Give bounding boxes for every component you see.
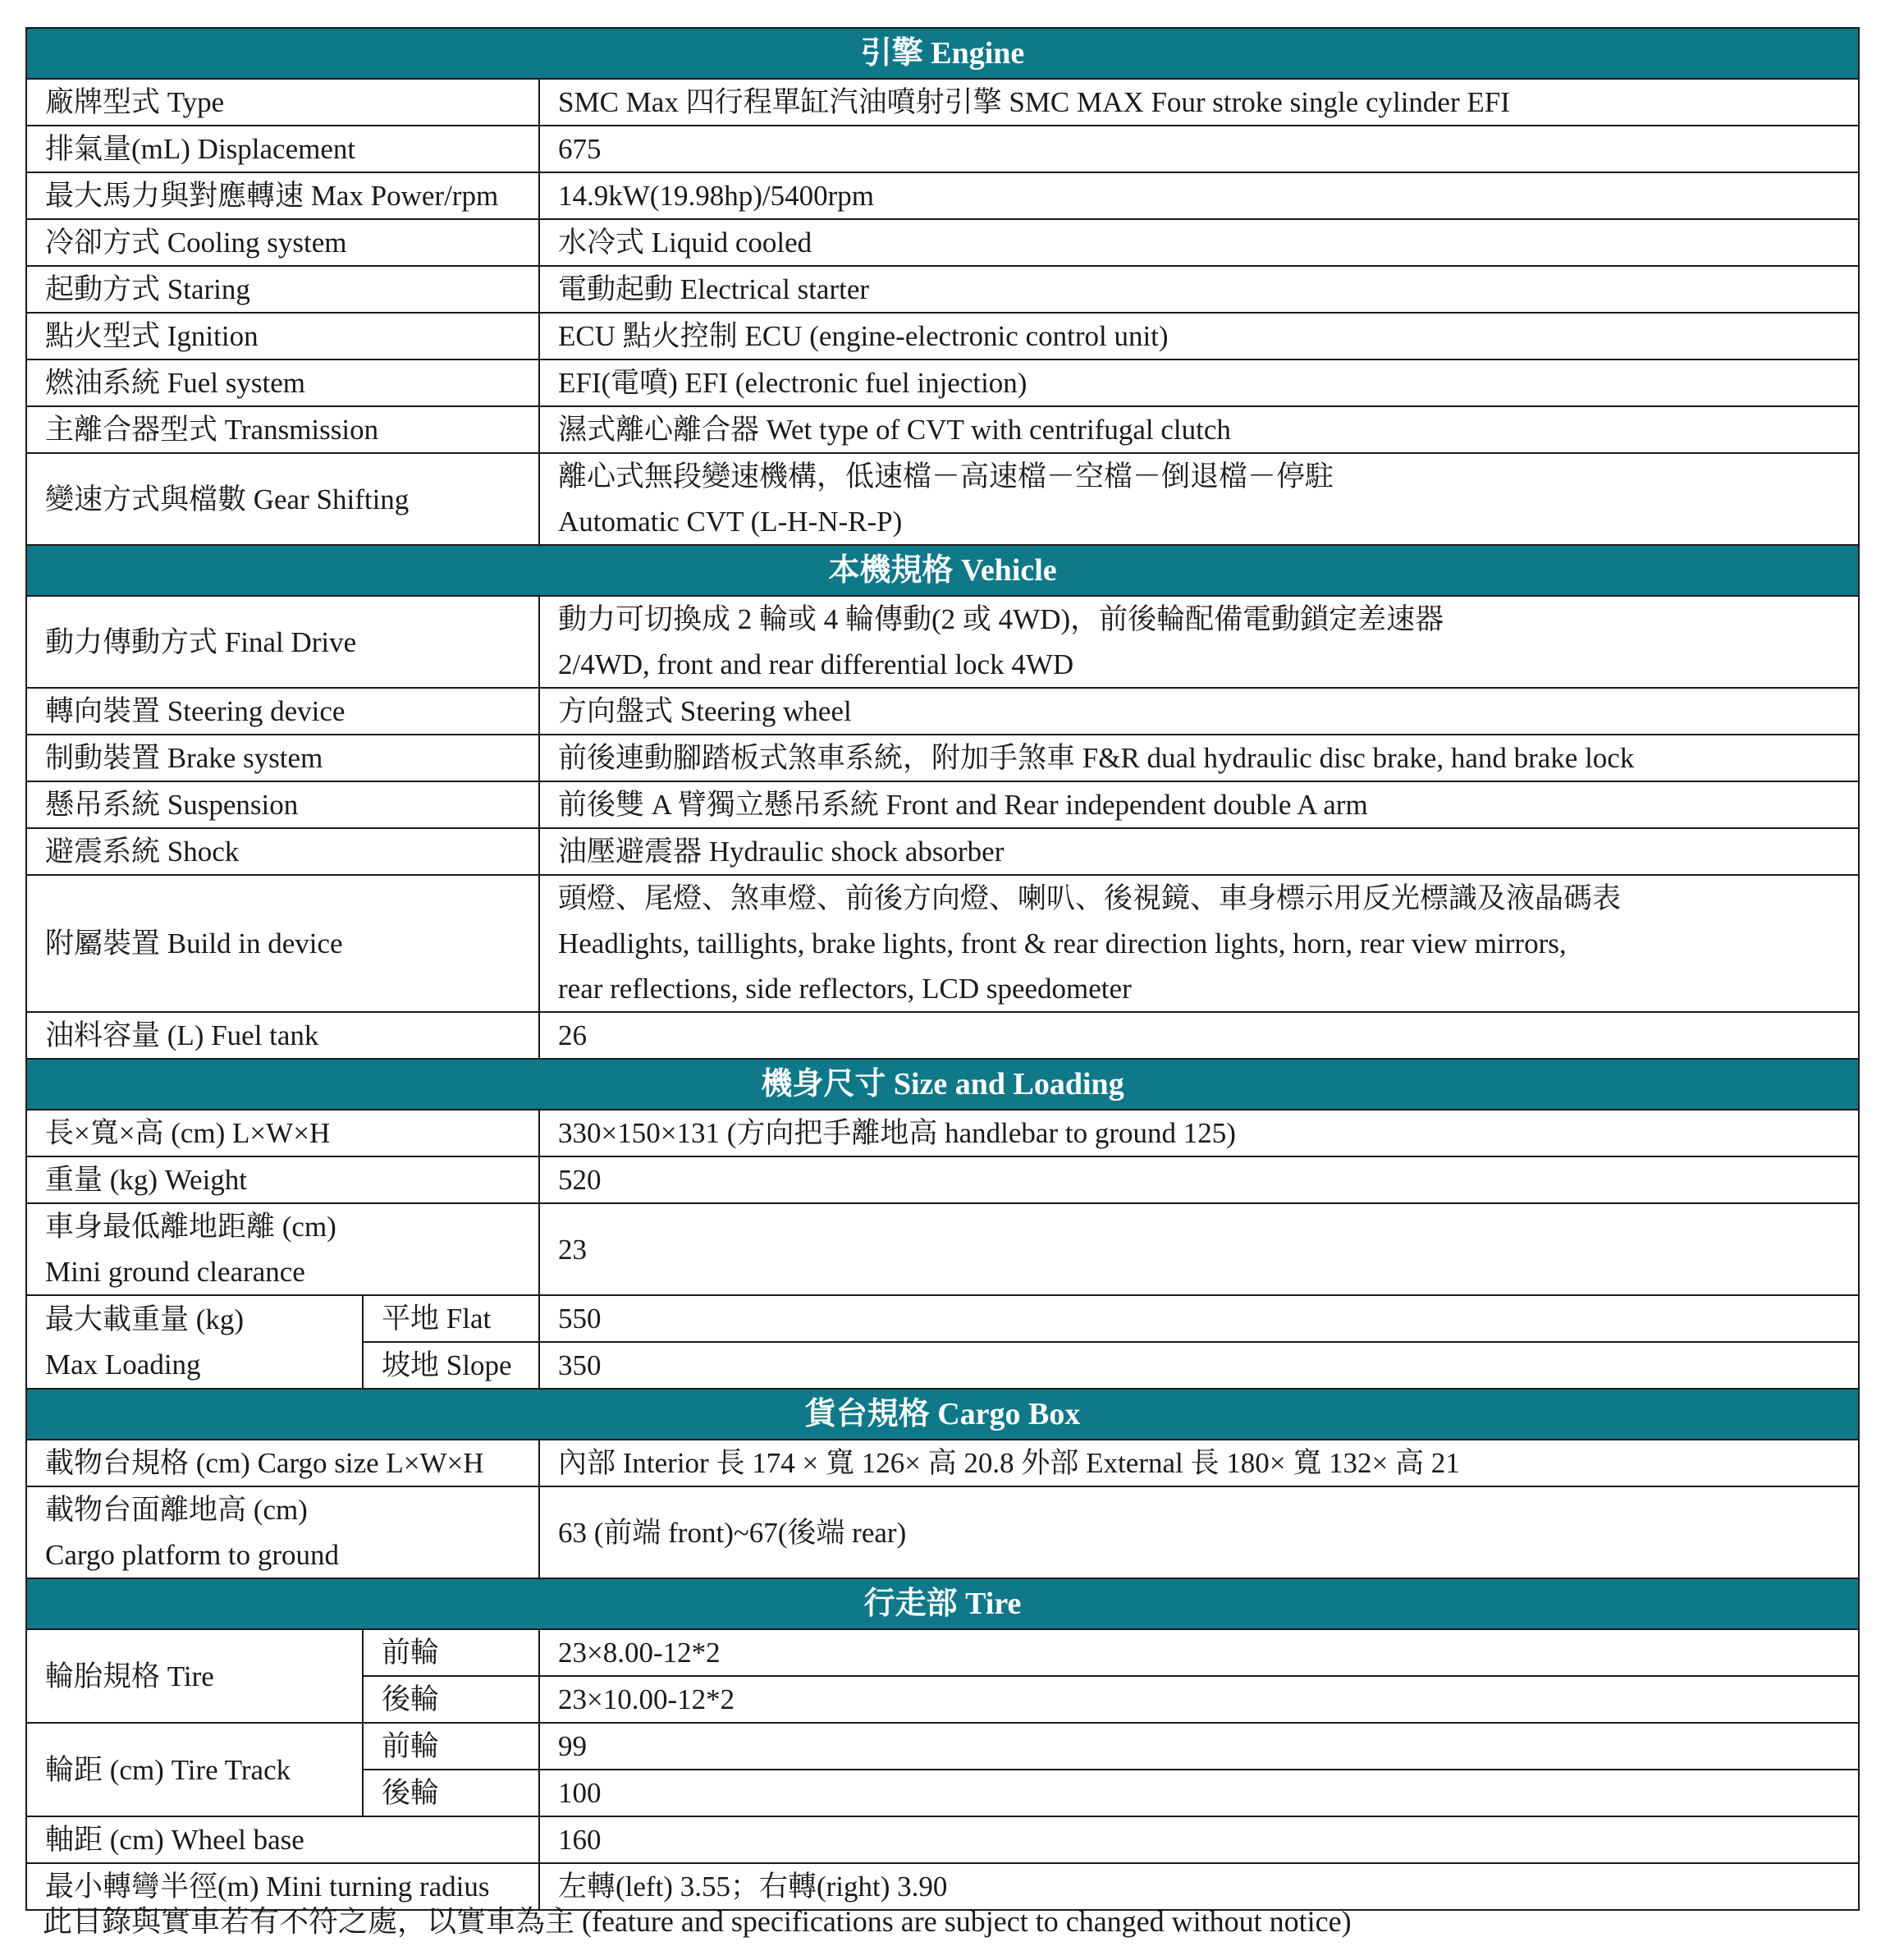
row-value: 前後連動腳踏板式煞車系統，附加手煞車 F&R dual hydraulic disc brake, hand brake lock [539, 735, 1859, 781]
row-value: 350 [539, 1342, 1859, 1389]
row-value: 520 [539, 1156, 1859, 1203]
value-line: Headlights, taillights, brake lights, front & rear direction lights, horn, rear view mirrors, [558, 927, 1567, 959]
row-label: 軸距 (cm) Wheel base [26, 1816, 539, 1863]
table-row [26, 313, 1859, 359]
section-header-cargo [26, 1389, 1859, 1440]
table-row [26, 875, 1859, 1012]
table-row [26, 1486, 1859, 1578]
row-label [26, 1203, 539, 1295]
row-label: 起動方式 Staring [26, 266, 539, 313]
row-label: 主離合器型式 Transmission [26, 406, 539, 453]
section-header-vehicle [26, 545, 1859, 596]
row-value: 油壓避震器 Hydraulic shock absorber [539, 828, 1859, 875]
spec-table [25, 27, 1860, 1911]
row-label: 燃油系統 Fuel system [26, 359, 539, 406]
row-label: 轉向裝置 Steering device [26, 688, 539, 735]
row-value: 內部 Interior 長 174 × 寬 126× 高 20.8 外部 External 長 180× 寬 132× 高 21 [539, 1440, 1859, 1486]
sub-label-rear: 後輪 [363, 1676, 539, 1723]
table-row [26, 1816, 1859, 1863]
section-title-size: 機身尺寸 Size and Loading [26, 1059, 1859, 1110]
row-label: 變速方式與檔數 Gear Shifting [26, 453, 539, 545]
table-row [26, 126, 1859, 172]
row-label: 動力傳動方式 Final Drive [26, 596, 539, 688]
row-value: 23×8.00-12*2 [539, 1629, 1859, 1676]
label-line: Max Loading [45, 1349, 201, 1381]
table-row [26, 219, 1859, 266]
table-row [26, 781, 1859, 828]
row-value: 前後雙 A 臂獨立懸吊系統 Front and Rear independent double A arm [539, 781, 1859, 828]
sub-label-front: 前輪 [363, 1629, 539, 1676]
table-row [26, 406, 1859, 453]
row-label: 制動裝置 Brake system [26, 735, 539, 781]
row-value: 電動起動 Electrical starter [539, 266, 1859, 313]
value-line: 2/4WD, front and rear differential lock 4WD [558, 648, 1074, 680]
sub-label-rear: 後輪 [363, 1770, 539, 1816]
value-line: rear reflections, side reflectors, LCD speedometer [558, 973, 1132, 1005]
row-value: 濕式離心離合器 Wet type of CVT with centrifugal clutch [539, 406, 1859, 453]
value-line: 動力可切換成 2 輪或 4 輪傳動(2 或 4WD)，前後輪配備電動鎖定差速器 [558, 603, 1444, 635]
sub-label-slope: 坡地 Slope [363, 1342, 539, 1389]
footer-note: 此目錄與實車若有不符之處，以實車為主 (feature and specifications are subject to changed without notice) [43, 1905, 1352, 1938]
sub-label-flat: 平地 Flat [363, 1295, 539, 1342]
row-label: 排氣量(mL) Displacement [26, 126, 539, 172]
row-label: 避震系統 Shock [26, 828, 539, 875]
section-title-vehicle: 本機規格 Vehicle [26, 545, 1859, 596]
row-label: 附屬裝置 Build in device [26, 875, 539, 1012]
label-line: Cargo platform to ground [45, 1539, 340, 1571]
label-line: 載物台面離地高 (cm) [45, 1494, 308, 1526]
row-label: 懸吊系統 Suspension [26, 781, 539, 828]
row-value: 99 [539, 1723, 1859, 1770]
row-value: 26 [539, 1012, 1859, 1059]
row-value: 330×150×131 (方向把手離地高 handlebar to ground 125) [539, 1110, 1859, 1156]
label-line: 車身最低離地距離 (cm) [45, 1211, 336, 1243]
section-title-tire: 行走部 Tire [26, 1578, 1859, 1629]
table-row [26, 1012, 1859, 1059]
sub-label-front: 前輪 [363, 1723, 539, 1770]
value-line: 離心式無段變速機構，低速檔－高速檔－空檔－倒退檔－停駐 [558, 460, 1334, 492]
row-label: 重量 (kg) Weight [26, 1156, 539, 1203]
row-label: 油料容量 (L) Fuel tank [26, 1012, 539, 1059]
row-label: 冷卻方式 Cooling system [26, 219, 539, 266]
table-row [26, 172, 1859, 219]
label-line: Mini ground clearance [45, 1256, 305, 1288]
row-value: EFI(電噴) EFI (electronic fuel injection) [539, 359, 1859, 406]
table-row [26, 1295, 1859, 1342]
row-value: 160 [539, 1816, 1859, 1863]
row-value: 550 [539, 1295, 1859, 1342]
row-value: 23×10.00-12*2 [539, 1676, 1859, 1723]
section-title-cargo: 貨台規格 Cargo Box [26, 1389, 1859, 1440]
table-row [26, 1723, 1859, 1770]
table-row [26, 1203, 1859, 1295]
row-value: SMC Max 四行程單缸汽油噴射引擎 SMC MAX Four stroke single cylinder EFI [539, 79, 1859, 126]
row-label: 最大馬力與對應轉速 Max Power/rpm [26, 172, 539, 219]
row-value: 100 [539, 1770, 1859, 1816]
label-line: 最大載重量 (kg) [45, 1303, 245, 1335]
tire-track-label: 輪距 (cm) Tire Track [26, 1723, 363, 1816]
section-header-size [26, 1059, 1859, 1110]
table-row [26, 1156, 1859, 1203]
row-value [539, 596, 1859, 688]
table-row [26, 266, 1859, 313]
row-label [26, 1486, 539, 1578]
row-value: 左轉(left) 3.55；右轉(right) 3.90 [539, 1863, 1859, 1910]
section-header-tire [26, 1578, 1859, 1629]
table-row [26, 596, 1859, 688]
row-value [539, 453, 1859, 545]
row-label: 長×寬×高 (cm) L×W×H [26, 1110, 539, 1156]
table-row [26, 688, 1859, 735]
row-value [539, 875, 1859, 1012]
row-label: 廠牌型式 Type [26, 79, 539, 126]
row-value: 14.9kW(19.98hp)/5400rpm [539, 172, 1859, 219]
row-value: 水冷式 Liquid cooled [539, 219, 1859, 266]
table-row [26, 359, 1859, 406]
table-row [26, 453, 1859, 545]
row-value: 23 [539, 1203, 1859, 1295]
table-row [26, 735, 1859, 781]
tire-size-label: 輪胎規格 Tire [26, 1629, 363, 1723]
row-label: 點火型式 Ignition [26, 313, 539, 359]
row-label: 最小轉彎半徑(m) Mini turning radius [26, 1863, 539, 1910]
value-line: Automatic CVT (L-H-N-R-P) [558, 506, 903, 538]
row-value: 63 (前端 front)~67(後端 rear) [539, 1486, 1859, 1578]
table-row [26, 1110, 1859, 1156]
row-value: ECU 點火控制 ECU (engine-electronic control unit) [539, 313, 1859, 359]
row-value: 675 [539, 126, 1859, 172]
row-label: 載物台規格 (cm) Cargo size L×W×H [26, 1440, 539, 1486]
section-header-engine [26, 28, 1859, 79]
row-value: 方向盤式 Steering wheel [539, 688, 1859, 735]
table-row [26, 828, 1859, 875]
value-line: 頭燈、尾燈、煞車燈、前後方向燈、喇叭、後視鏡、車身標示用反光標識及液晶碼表 [558, 882, 1622, 914]
table-row [26, 1440, 1859, 1486]
table-row [26, 1629, 1859, 1676]
section-title-engine: 引擎 Engine [26, 28, 1859, 79]
max-loading-label [26, 1295, 363, 1389]
table-row [26, 79, 1859, 126]
